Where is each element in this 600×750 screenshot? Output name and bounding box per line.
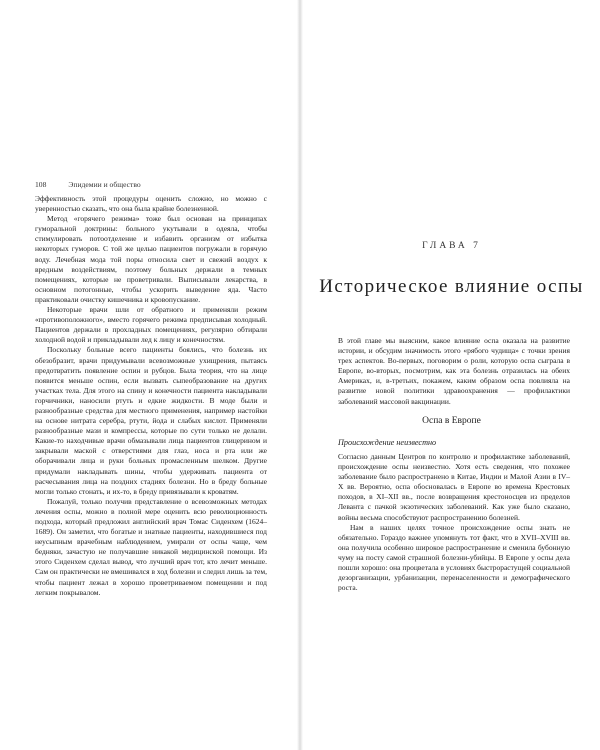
section-heading: Оспа в Европе [422, 416, 481, 426]
intro-paragraph: В этой главе мы выясним, какое влияние оспа оказала на развитие истории, и обсудим значимость этого «рябого чудища» с точки зрения трех аспектов. Во-первых, поговорим о роли, которую оспа сыграла в Европе, во-вторых, посмотрим, как эта болезнь отразилась на обеих Америках, и, в-третьих, покажем, каким образом оспа повлияла на развитие новой политики здравоохранения — профилактики заболеваний массовой вакцинации. [338, 336, 570, 406]
page-number: 108 [35, 180, 47, 189]
paragraph: Нам в наших целях точное происхождение оспы знать не обязательно. Гораздо важнее упомянуть тот факт, что в XVII–XVIII вв. она получила особенно широкое распространение и сменила бубонную чуму на посту самой страшной болезни-убийцы. В Европе у оспы дела пошли хорошо: она процветала в условиях быстрорастущей социальной дезорганизации, урбанизации, перенаселенности и демографического роста. [338, 522, 570, 593]
paragraph: Поскольку больные всего пациенты боялись, что болезнь их обезобразит, врачи придумывали всевозможные ухищрения, пытаясь предотвратить появление оспин и рубцов. Была теория, что на лице появится меньше оспин, если вызвать сыпеобразование на других участках тела. Для этого на спину и конечности пациента накладывали горчичники, наносили ртуть и едкие жидкости. В моде были и разнообразные средства для местного применения, например настойки на основе нитрата серебра, ртути, йода и слабых кислот. Применяли разнообразные мази и компрессы, которые по сути только не делали. Какие-то находчивые врачи обмазывали лица пациентов глицерином и закрывали маской с отверстиями для глаз, носа и рта или же оборачивали лица и руки больных промасленным шелком. Другие придумали накладывать шины, чтобы удерживать пациента от расчесывания лица на поздних стадиях болезни. Но в бреду больные могли только стонать, и их-то, в бреду привязывали к кроватям. [35, 345, 267, 496]
chapter-title: Историческое влияние оспы [319, 275, 584, 297]
right-body-text [338, 452, 570, 593]
running-title: Эпидемии и общество [68, 180, 141, 189]
paragraph: Эффективность этой процедуры оценить сложно, но можно с уверенностью сказать, что она была крайне болезненной. [35, 194, 267, 214]
paragraph: Согласно данным Центров по контролю и профилактике заболеваний, происхождение оспы неизвестно. Хотя есть сведения, что похожее заболевание было распространено в Китае, Индии и Малой Азии в IV–X вв. Вероятно, оспа обосновалась в Европе во времена Крестовых походов, в XI–XII вв., после возвращения крестоносцев из пределов Леванта с пачкой экзотических заболеваний. Как уже было сказано, войны весьма способствуют распространению болезней. [338, 452, 570, 522]
running-header [35, 180, 267, 190]
chapter-label: ГЛАВА 7 [422, 241, 481, 251]
left-page [0, 0, 297, 750]
subsection-heading: Происхождение неизвестно [338, 438, 437, 447]
right-page [303, 0, 600, 750]
chapter-intro [338, 336, 570, 407]
left-body-text [35, 194, 267, 598]
paragraph: Метод «горячего режима» тоже был основан на принципах гуморальной доктрины: больного укутывали в одеяла, чтобы стимулировать потоотделение и избавить организм от избытка некоторых гуморов. С той же целью пациентов погружали в горячую воду. Лечебная мода той поры относила свет и свежий воздух к вредным воздействиям, поэтому больных держали в темных помещениях, которые не проветривали. Выписывали лекарства, в основном потогонные, чтобы ускорить выведение яда. Часто практиковали очистку кишечника и кровопускание. [35, 214, 267, 304]
paragraph: Пожалуй, только получив представление о всевозможных методах лечения оспы, можно в полной мере оценить всю революционность подхода, который предложил английский врач Томас Сиденхем (1624–1689). Он заметил, что богатые и знатные пациенты, находившиеся под неусыпным врачебным наблюдением, умирали от оспы чаще, чем бедняки, зачастую не получавшие никакой медицинской помощи. Из этого Сиденхем сделал вывод, что лучший врач тот, кто лечит меньше. Сам он практически не вмешивался в ход болезни и следил лишь за тем, чтобы пациент лежал в хорошо проветриваемом помещении и под легким покрывалом. [35, 496, 267, 597]
paragraph: Некоторые врачи шли от обратного и применяли режим «противоположного», вместо горячего режима предписывая холодный. Пациентов держали в прохладных помещениях, регулярно обтирали холодной водой и прикладывали лед к лицу и конечностям. [35, 305, 267, 345]
